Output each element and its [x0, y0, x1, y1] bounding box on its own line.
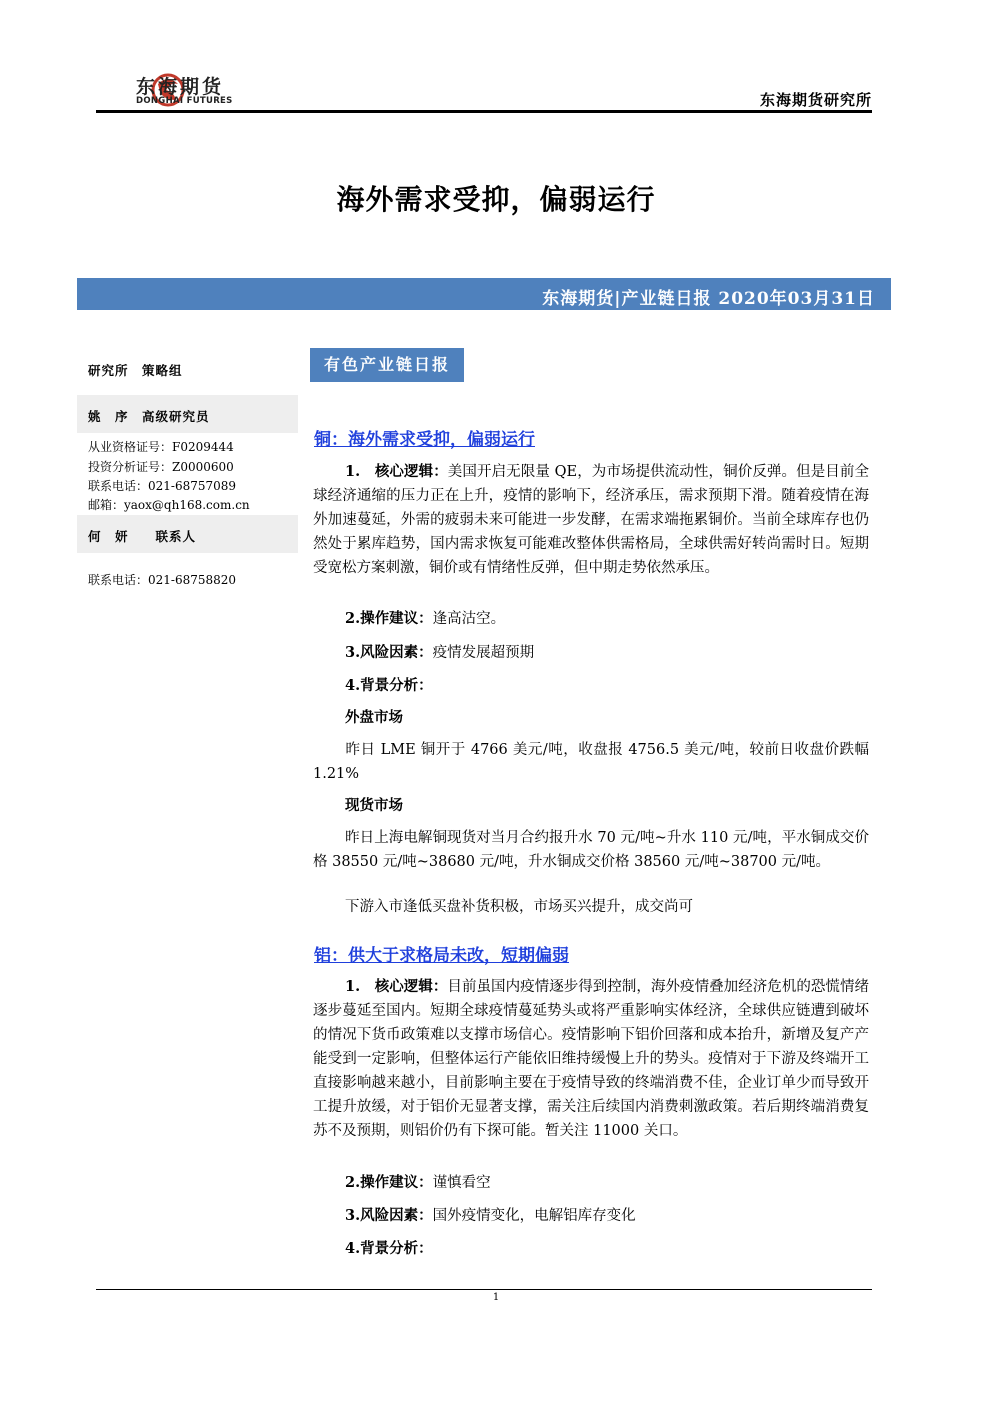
copper-risk-text: 疫情发展超预期: [432, 645, 535, 661]
copper-core-logic: [313, 460, 869, 580]
aluminium-risk-label: 3.风险因素：: [345, 1207, 433, 1224]
copper-background-label: 4.背景分析：: [345, 677, 433, 694]
aluminium-operation: [345, 1171, 491, 1192]
analyst-1-phone: 联系电话：021-68757089: [88, 479, 237, 493]
header-rule: [96, 110, 872, 113]
copper-operation: [345, 607, 505, 628]
copper-outer-market-text: [313, 738, 869, 786]
copper-risk: [345, 641, 534, 662]
banner-text: 东海期货|产业链日报 2020年03月31日: [542, 289, 875, 309]
aluminium-background-label: 4.背景分析：: [345, 1240, 433, 1257]
footer-rule: [96, 1289, 872, 1290]
aluminium-core-logic: [313, 975, 869, 1143]
aluminium-section-title[interactable]: 铝：供大于求格局未改，短期偏弱: [314, 946, 569, 966]
logo-chinese-name: 东海期货: [136, 76, 225, 98]
logo-english-name: DONGHAI FUTURES: [136, 96, 233, 106]
analyst-2-phone: 联系电话：021-68758820: [88, 573, 237, 587]
aluminium-op-text: 谨慎看空: [432, 1175, 491, 1191]
analyst-1-invest-cert: 投资分析证号：Z0000600: [88, 460, 234, 474]
analyst-2-name: 何 妍 联系人: [88, 529, 197, 544]
institute-name: 东海期货研究所: [759, 91, 872, 109]
report-banner: [77, 278, 891, 310]
copper-op-label: 2.操作建议：: [345, 610, 433, 627]
aluminium-risk: [345, 1204, 636, 1225]
aluminium-risk-text: 国外疫情变化，电解铝库存变化: [432, 1208, 636, 1224]
copper-op-text: 逢高沽空。: [432, 611, 506, 627]
aluminium-op-label: 2.操作建议：: [345, 1174, 433, 1191]
copper-outer-text: 昨日 LME 铜开于 4766 美元/吨，收盘报 4756.5 美元/吨，较前日收盘价跌幅 1.21%: [313, 742, 869, 782]
copper-spot-market-text: [313, 826, 869, 874]
aluminium-core-text: 目前虽国内疫情逐步得到控制，海外疫情叠加经济危机的恐慌情绪逐步蔓延至国内。短期全球疫情蔓延势头或将严重影响实体经济，全球供应链遭到破坏的情况下货币政策难以支撑市场信心。疫情影响下铝价回落和成本抬升，新增及复产产能受到一定影响，但整体运行产能依旧维持缓慢上升的势头。疫情对于下游及终端开工直接影响越来越小，目前影响主要在于疫情导致的终端消费不佳，企业订单少而导致开工提升放缓，对于铝价无显著支撑，需关注后续国内消费刺激政策。若后期终端消费复苏不及预期，则铝价仍有下探可能。暂关注 11000 关口。: [313, 979, 870, 1139]
copper-outer-market-label: 外盘市场: [345, 709, 403, 726]
aluminium-core-label: 1. 核心逻辑：: [345, 978, 448, 995]
copper-section-title[interactable]: 铜：海外需求受抑，偏弱运行: [314, 430, 535, 450]
copper-core-label: 1. 核心逻辑：: [345, 463, 448, 480]
report-category-tag: 有色产业链日报: [310, 348, 464, 382]
analyst-1-email[interactable]: 邮箱：yaox@qh168.com.cn: [88, 498, 250, 512]
sidebar-dept: 研究所 策略组: [88, 363, 183, 378]
copper-spot-market-label: 现货市场: [345, 797, 403, 814]
copper-risk-label: 3.风险因素：: [345, 644, 433, 661]
analyst-1-name: 姚 序 高级研究员: [88, 409, 210, 424]
copper-core-text: 美国开启无限量 QE，为市场提供流动性，铜价反弹。但是目前全球经济通缩的压力正在上升，疫情的影响下，经济承压，需求预期下滑。随着疫情在海外加速蔓延，外需的疲弱未来可能进一步发酵，在需求端拖累铜价。当前全球库存也仍然处于累库趋势，国内需求恢复可能难改整体供需格局，全球供需好转尚需时日。短期受宽松方案刺激，铜价或有情绪性反弹，但中期走势依然承压。: [313, 464, 869, 576]
analyst-1-cert: 从业资格证号：F0209444: [88, 440, 234, 454]
copper-spot-note: 下游入市逢低买盘补货积极，市场买兴提升，成交尚可: [345, 899, 693, 915]
page-number: 1: [492, 1292, 500, 1303]
document-title: 海外需求受抑，偏弱运行: [336, 183, 656, 216]
copper-spot-text: 昨日上海电解铜现货对当月合约报升水 70 元/吨~升水 110 元/吨，平水铜成交价格 38550 元/吨~38680 元/吨，升水铜成交价格 38560 元/吨~38700 元/吨。: [313, 830, 869, 870]
